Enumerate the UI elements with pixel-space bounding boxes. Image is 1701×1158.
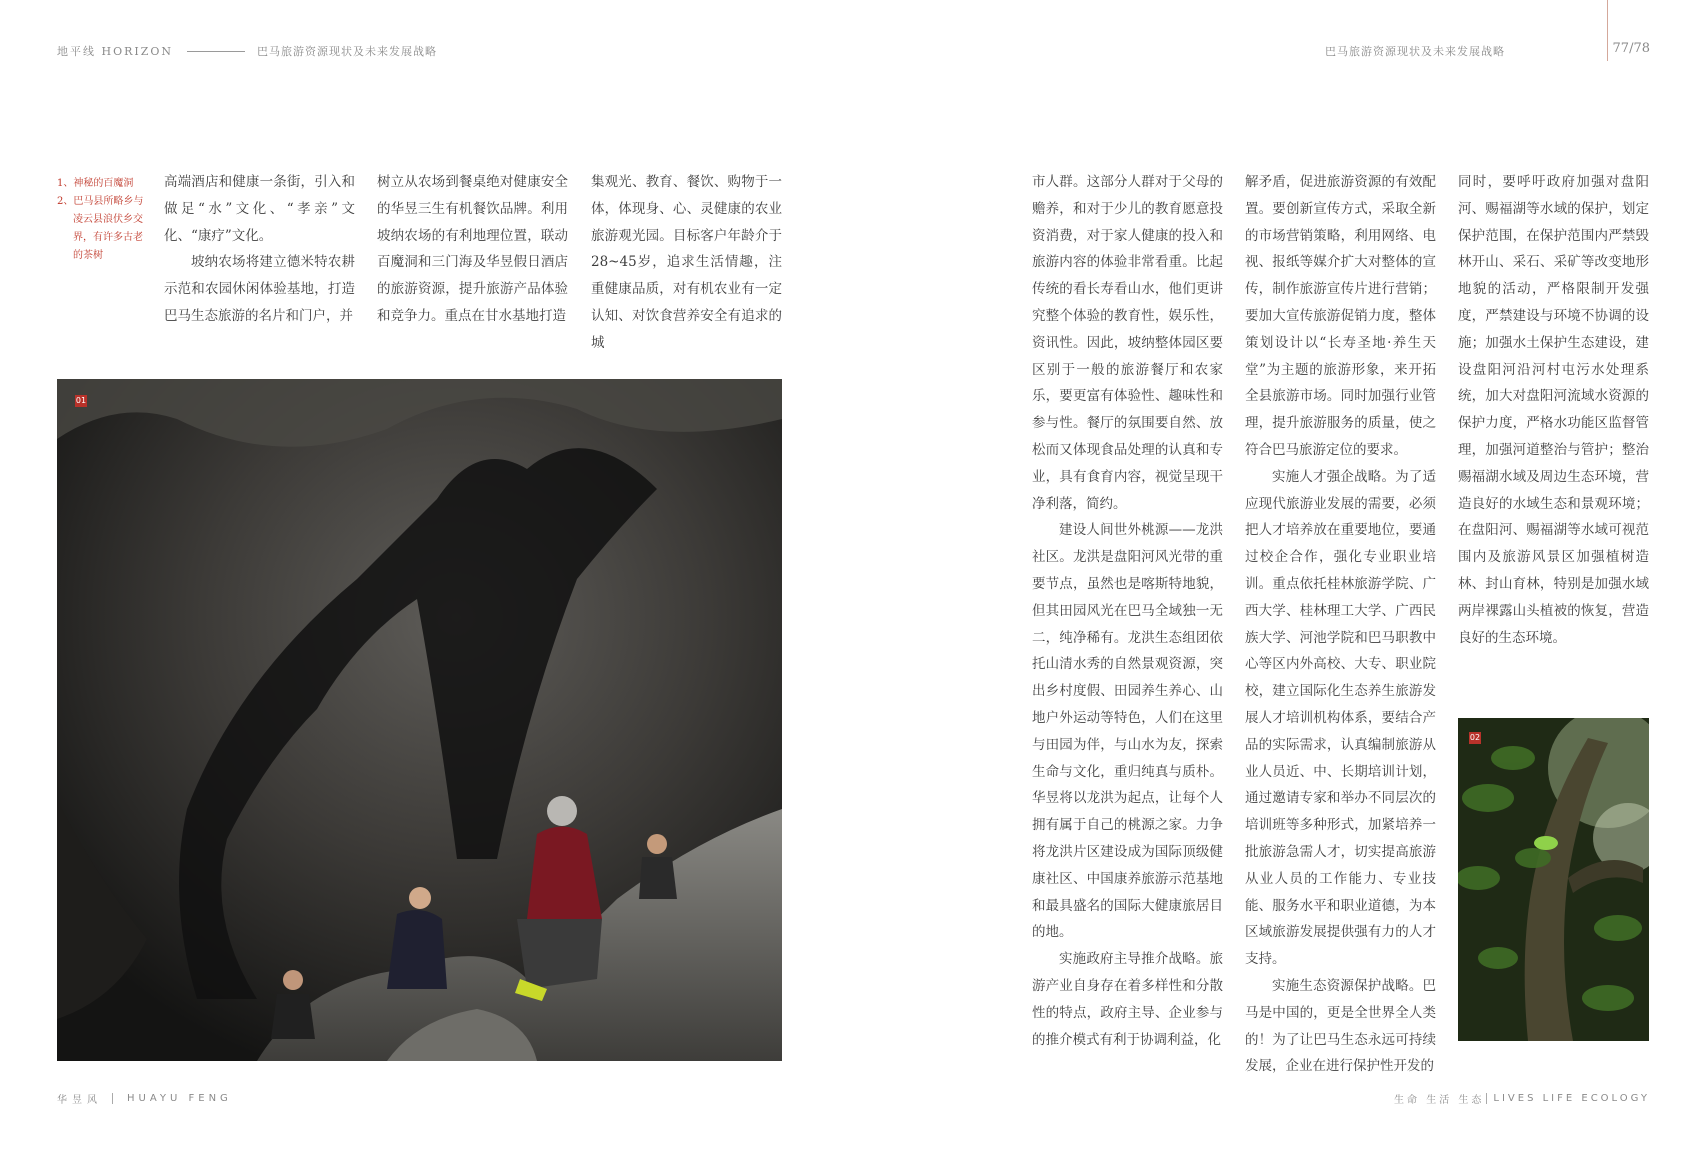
paragraph: 坡纳农场将建立德米特农耕示范和农园休闲体验基地，打造巴马生态旅游的名片和门户，并 bbox=[164, 254, 355, 324]
right-page bbox=[850, 0, 1700, 1158]
photo-captions bbox=[57, 175, 147, 265]
text-column bbox=[1458, 169, 1649, 651]
left-footer bbox=[57, 1091, 232, 1106]
text-column bbox=[377, 169, 568, 330]
photo-number-badge: 02 bbox=[1469, 733, 1481, 742]
header-rule bbox=[187, 51, 245, 52]
paragraph: 解矛盾，促进旅游资源的有效配置。要创新宣传方式，采取全新的市场营销策略，利用网络、电视、报纸等媒介扩大对整体的宣传，制作旅游宣传片进行营销；要加大宣传旅游促销力度，整体策划设计以“长寿圣地·养生天堂”为主题的旅游形象，来开拓全县旅游市场。同时加强行业管理，提升旅游服务的质量，使之符合巴马旅游定位的要求。 bbox=[1245, 174, 1436, 458]
text-column bbox=[164, 169, 355, 330]
cave-photo bbox=[57, 379, 782, 1061]
text-column bbox=[1032, 169, 1223, 1053]
tea-tree-illustration bbox=[1458, 718, 1649, 1041]
caption-1: 1、神秘的百魔洞 bbox=[57, 178, 134, 189]
caption-2: 2、巴马县所略乡与凌云县浪伏乡交界，有许多古老的茶树 bbox=[57, 196, 144, 261]
paragraph: 高端酒店和健康一条街，引入和做足“水”文化、“孝亲”文化、“康疗”文化。 bbox=[164, 174, 355, 244]
paragraph: 集观光、教育、餐饮、购物于一体，体现身、心、灵健康的农业旅游观光园。目标客户年龄介于28~45岁，追求生活情趣，注重健康品质，对有机农业有一定认知、对饮食营养安全有追求的城 bbox=[591, 174, 782, 351]
photo-number-badge: 01 bbox=[75, 396, 87, 405]
paragraph: 实施生态资源保护战略。巴马是中国的，更是全世界全人类的！为了让巴马生态永远可持续发展，企业在进行保护性开发的 bbox=[1245, 977, 1436, 1075]
paragraph: 实施人才强企战略。为了适应现代旅游业发展的需要，必须把人才培养放在重要地位，要通过校企合作，强化专业职业培训。重点依托桂林旅游学院、广西大学、桂林理工大学、广西民族大学、河池学院和巴马职教中心等区内外高校、大专、职业院校，建立国际化生态养生旅游发展人才培训机构体系，要结合产品的实际需求，认真编制旅游从业人员近、中、长期培训计划，通过邀请专家和举办不同层次的培训班等多种形式，加紧培养一批旅游急需人才，切实提高旅游从业人员的工作能力、专业技能、服务水平和职业道德，为本区域旅游发展提供强有力的人才支持。 bbox=[1245, 468, 1436, 968]
magazine-section-name: 地平线 HORIZON bbox=[57, 45, 174, 58]
paragraph: 市人群。这部分人群对于父母的赡养，和对于少儿的教育愿意投资消费，对于家人健康的投入和旅游内容的体验非常看重。比起传统的看长寿看山水，他们更讲究整个体验的教育性，娱乐性，资讯性。因此，坡纳整体园区要区别于一般的旅游餐厅和农家乐，要更富有体验性、趣味性和参与性。餐厅的氛围要自然、放松而又体现食品处理的认真和专业，具有食育内容，视觉呈现干净利落，简约。 bbox=[1032, 174, 1223, 512]
footer-separator bbox=[1486, 1093, 1487, 1104]
cave-photo-illustration bbox=[57, 379, 782, 1061]
page-numbers: 77/78 bbox=[1612, 41, 1650, 56]
footer-separator bbox=[112, 1093, 113, 1104]
footer-slogan: 生命 生活 生态 bbox=[1394, 1095, 1485, 1106]
paragraph: 树立从农场到餐桌绝对健康安全的华昱三生有机餐饮品牌。利用坡纳农场的有利地理位置，联动百魔洞和三门海及华昱假日酒店的旅游资源，提升旅游产品体验和竞争力。重点在甘水基地打造 bbox=[377, 174, 568, 324]
tea-tree-photo bbox=[1458, 718, 1649, 1041]
header-accent-line bbox=[1607, 0, 1608, 61]
right-header-title: 巴马旅游资源现状及未来发展战略 bbox=[1325, 45, 1505, 58]
paragraph: 实施政府主导推介战略。旅游产业自身存在着多样性和分散性的特点，政府主导、企业参与的推介模式有利于协调利益，化 bbox=[1032, 951, 1223, 1048]
magazine-name-en: HUAYU FENG bbox=[127, 1093, 232, 1104]
magazine-name: 华昱风 bbox=[57, 1095, 102, 1106]
right-footer bbox=[1394, 1091, 1650, 1106]
left-header-title: 巴马旅游资源现状及未来发展战略 bbox=[257, 45, 438, 58]
footer-slogan-en: LIVES LIFE ECOLOGY bbox=[1493, 1093, 1650, 1104]
text-column bbox=[1245, 169, 1436, 1080]
paragraph: 同时，要呼吁政府加强对盘阳河、赐福湖等水域的保护，划定保护范围，在保护范围内严禁毁林开山、采石、采矿等改变地形地貌的活动，严格限制开发强度，严禁建设与环境不协调的设施；加强水土保护生态建设，建设盘阳河沿河村屯污水处理系统，加大对盘阳河流域水资源的保护力度，严格水功能区监督管理，加强河道整治与管护；整治赐福湖水域及周边生态环境，营造良好的水域生态和景观环境；在盘阳河、赐福湖等水域可视范围内及旅游风景区加强植树造林、封山育林，特别是加强水域两岸裸露山头植被的恢复，营造良好的生态环境。 bbox=[1458, 174, 1649, 646]
left-page bbox=[0, 0, 850, 1158]
paragraph: 建设人间世外桃源——龙洪社区。龙洪是盘阳河风光带的重要节点，虽然也是喀斯特地貌，但其田园风光在巴马全域独一无二，纯净稀有。龙洪生态组团依托山清水秀的自然景观资源，突出乡村度假、田园养生养心、山地户外运动等特色，人们在这里与田园为伴，与山水为友，探索生命与文化，重归纯真与质朴。华昱将以龙洪为起点，让每个人拥有属于自己的桃源之家。力争将龙洪片区建设成为国际顶级健康社区、中国康养旅游示范基地和最具盛名的国际大健康旅居目的地。 bbox=[1032, 522, 1223, 941]
text-column bbox=[591, 169, 782, 357]
left-header bbox=[57, 43, 437, 59]
